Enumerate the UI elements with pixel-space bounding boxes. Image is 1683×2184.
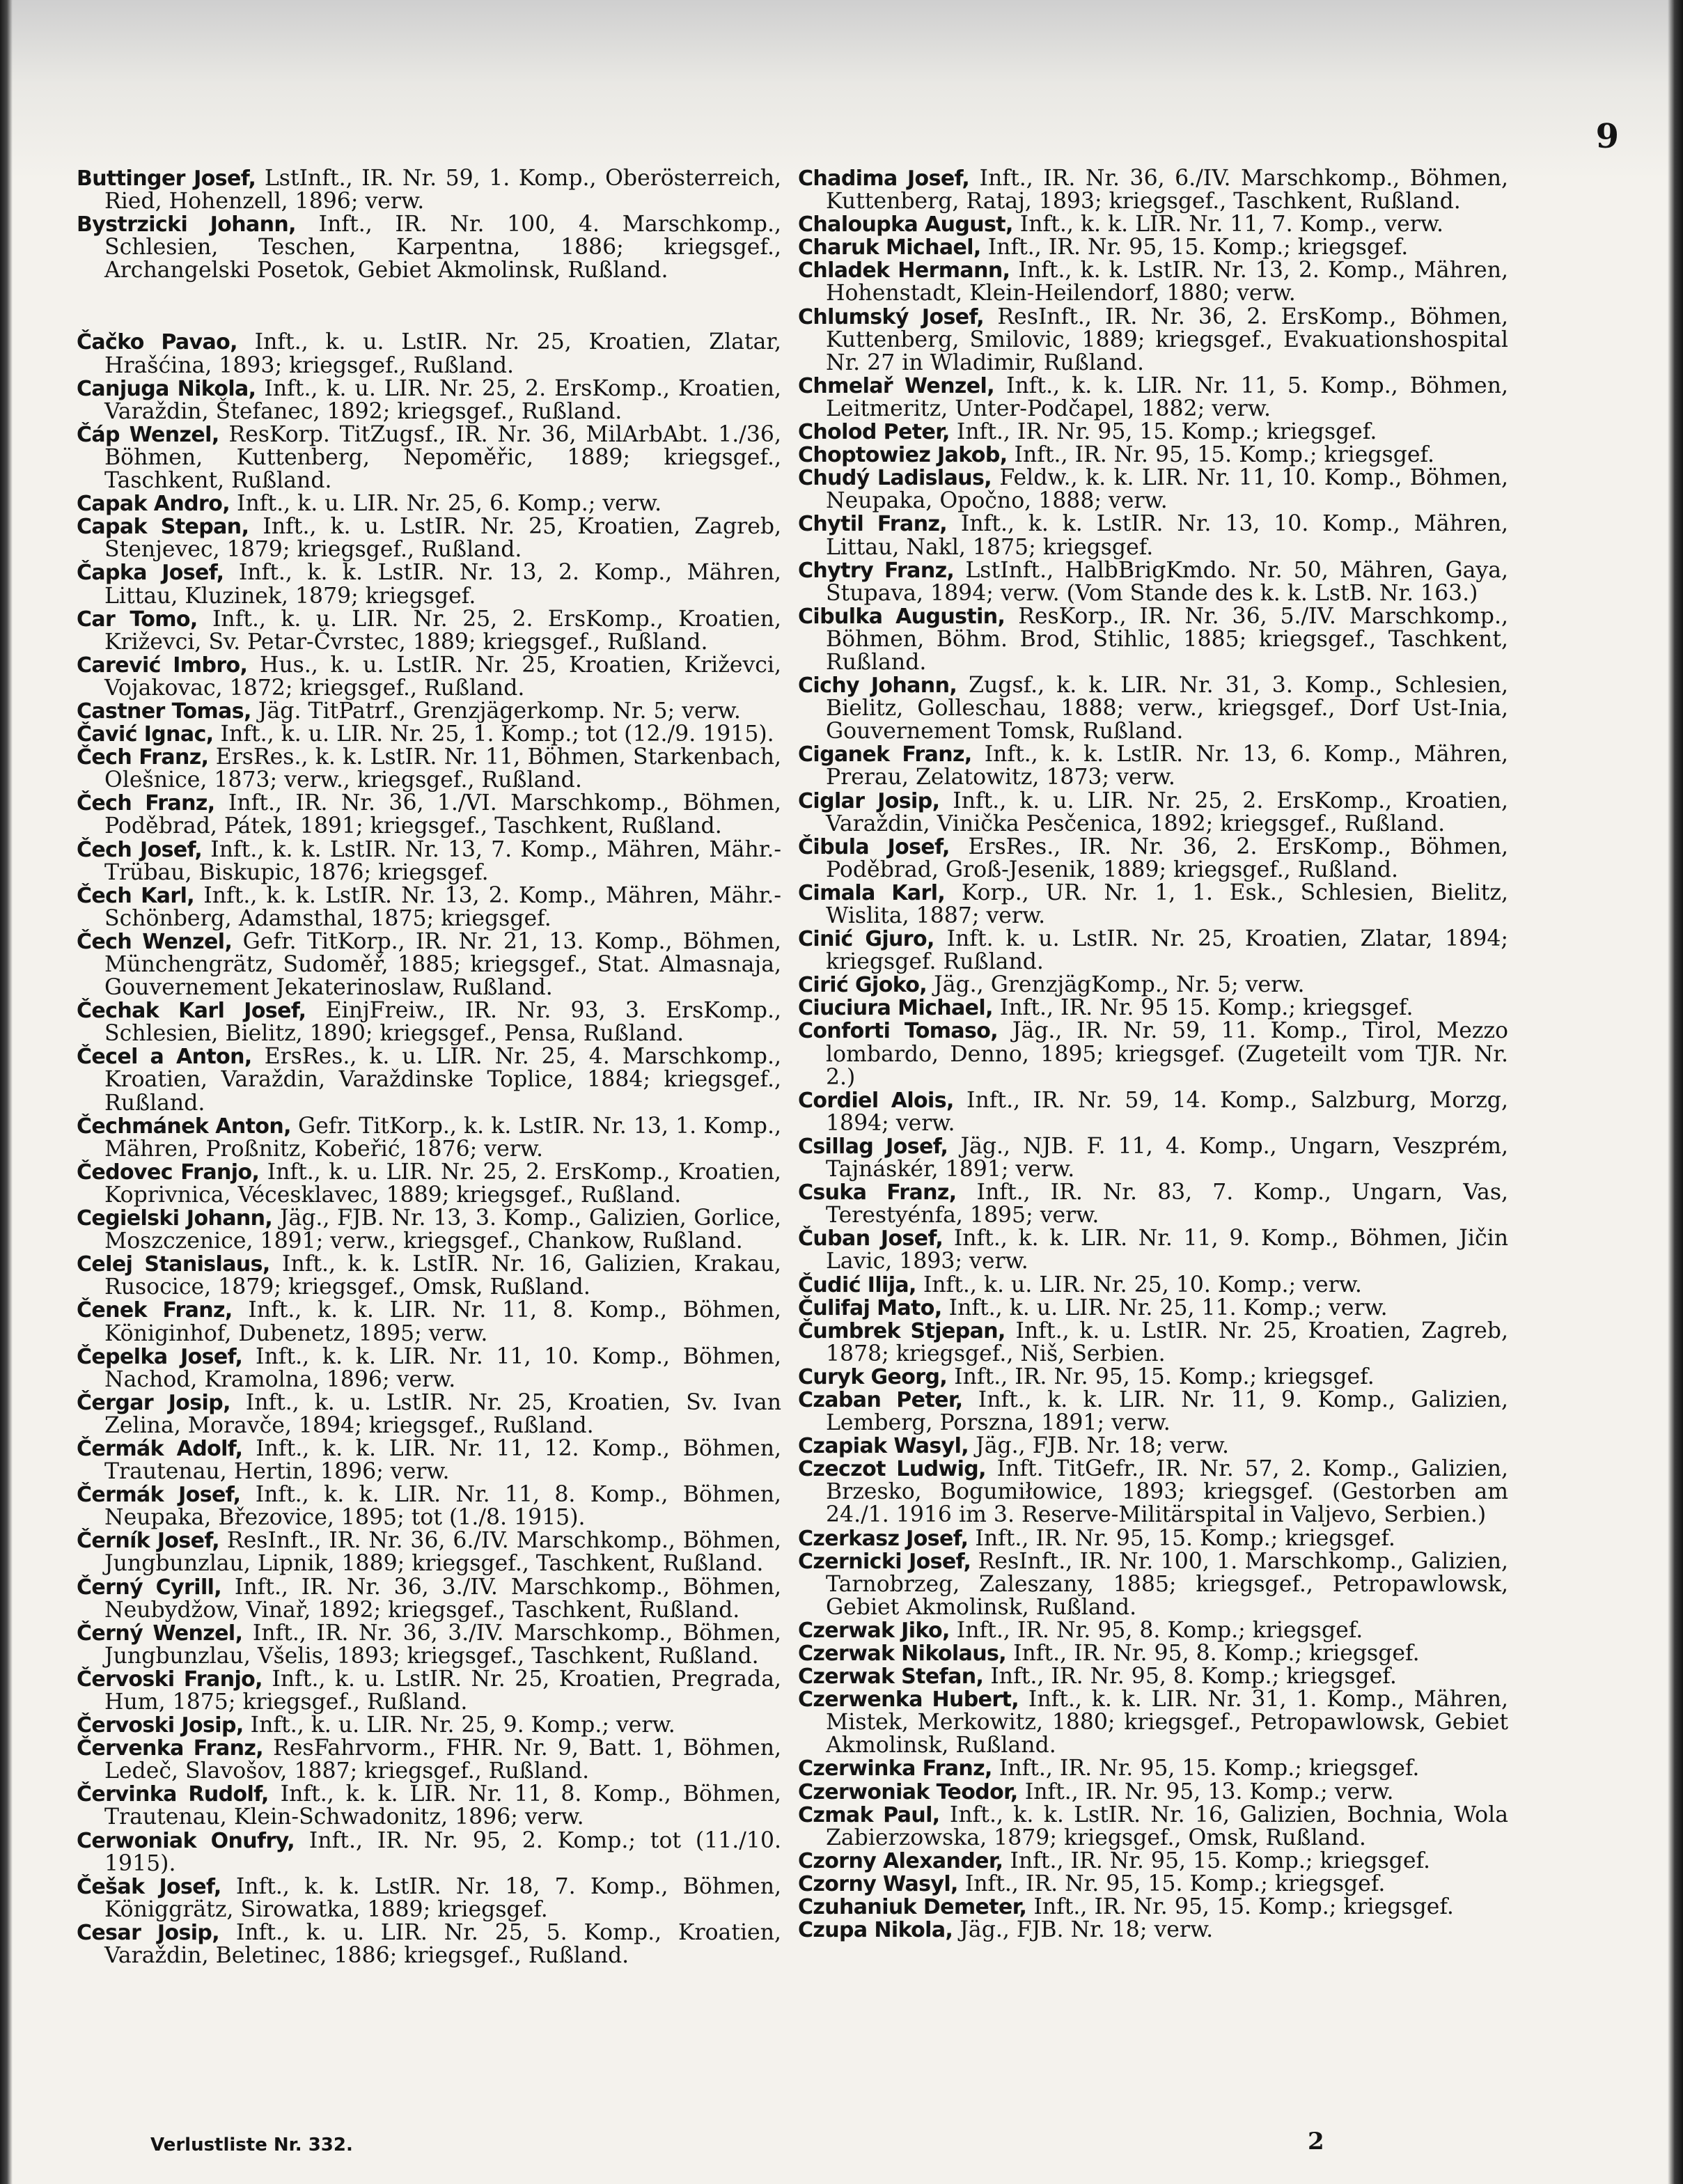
entry-name: Chytry Franz, [798,558,955,583]
list-entry [798,1274,1508,1297]
list-entry [77,1921,781,1967]
list-entry [77,1714,781,1737]
entry-details: Inft., IR. Nr. 36, 3./IV. Marschkomp., Böhmen, Jungbunzlau, Všelis, 1893; kriegsgef., Taschkent, Rußland. [104,1620,782,1669]
list-entry [77,377,781,423]
entry-name: Conforti Tomaso, [798,1019,999,1044]
entry-details: Inft., IR. Nr. 36, 1./VI. Marschkomp., Böhmen, Poděbrad, Pátek, 1891; kriegsgef., Taschkent, Rußland. [104,790,781,839]
list-entry [798,421,1508,444]
list-entry [77,1783,781,1829]
entry-name: Čergar Josip, [77,1390,230,1415]
entry-name: Czerwak Jiko, [798,1618,950,1643]
list-entry [77,515,781,561]
list-entry [77,838,781,884]
list-entry [77,930,781,999]
list-entry [77,213,781,282]
list-entry [798,882,1508,928]
right-column [798,167,1508,1942]
entry-details: Inft., IR. Nr. 95, 15. Komp.; kriegsgef. [1026,1894,1454,1920]
list-entry [77,792,781,838]
entry-name: Čechak Karl Josef, [77,999,306,1024]
entry-details: ResKorp. TitZugsf., IR. Nr. 36, MilArbAbt. 1./36, Böhmen, Kuttenberg, Nepoměřic, 1889; kriegsgef., Taschkent, Rußland. [104,421,781,494]
entry-name: Čech Karl, [77,883,195,908]
entry-details: Inft., IR. Nr. 83, 7. Komp., Ungarn, Vas, Terestyénfa, 1895; verw. [826,1180,1509,1228]
entry-name: Čepelka Josef, [77,1344,243,1369]
list-entry [798,1135,1508,1181]
entry-details: Korp., UR. Nr. 1, 1. Esk., Schlesien, Bielitz, Wislita, 1887; verw. [826,880,1508,928]
entry-name: Červoski Franjo, [77,1667,263,1692]
entry-name: Bystrzicki Johann, [77,212,296,237]
entry-details: Inft., k. u. LIR. Nr. 25, 6. Komp.; verw. [230,491,662,517]
entry-details: Inft., IR. Nr. 95, 8. Komp.; kriegsgef. [983,1664,1397,1690]
entry-details: ErsRes., k. k. LstIR. Nr. 11, Böhmen, Starkenbach, Olešnice, 1873; verw., kriegsgef., Rußland. [104,744,781,793]
entry-details: Inft., k. k. LstIR. Nr. 16, Galizien, Bochnia, Wola Zabierzowska, 1879; kriegsgef., Omsk, Rußland. [826,1802,1508,1850]
entry-details: ErsRes., k. u. LIR. Nr. 25, 4. Marschkomp., Kroatien, Varaždin, Varaždinske Toplice, 1884; kriegsgef., Rußland. [104,1044,781,1116]
entry-details: Inft., IR. Nr. 95, 15. Komp.; kriegsgef. [957,1871,1386,1896]
entry-name: Čulifaj Mato, [798,1295,942,1320]
list-entry [77,423,781,492]
entry-name: Celej Stanislaus, [77,1252,270,1277]
entry-details: Inft., k. u. LIR. Nr. 25, 1. Komp.; tot (12./9. 1915). [213,722,774,747]
list-entry [798,1619,1508,1642]
entry-name: Čermák Josef, [77,1483,241,1508]
entry-details: Inft., k. k. LstIR. Nr. 18, 7. Komp., Böhmen, Königgrätz, Sirowatka, 1889; kriegsgef. [104,1873,781,1922]
entry-name: Czorny Wasyl, [798,1871,958,1896]
entry-name: Cichy Johann, [798,673,957,699]
list-entry [798,559,1508,605]
entry-name: Čech Wenzel, [77,929,233,954]
entry-details: Inft., k. k. LIR. Nr. 11, 9. Komp., Galizien, Lemberg, Porszna, 1891; verw. [826,1387,1508,1436]
list-entry [798,513,1508,559]
entry-name: Canjuga Nikola, [77,376,256,401]
list-entry [798,790,1508,836]
entry-name: Charuk Michael, [798,235,981,260]
entry-details: ResInft., IR. Nr. 36, 2. ErsKomp., Böhmen, Kuttenberg, Smilovic, 1889; kriegsgef., Evakuationshospital Nr. 27 in Wladimir, Rußland. [826,304,1508,375]
entry-details: Inft., k. u. LstIR. Nr. 25, Kroatien, Pregrada, Hum, 1875; kriegsgef., Rußland. [104,1666,781,1715]
list-entry [77,167,781,213]
entry-details: Jäg., FJB. Nr. 18; verw. [953,1917,1214,1943]
entry-details: Inft., k. u. LIR. Nr. 25, 2. ErsKomp., Kroatien, Križevci, Sv. Petar-Čvrstec, 1889; kriegsgef., Rußland. [104,606,781,655]
entry-name: Černík Josef, [77,1529,220,1554]
list-entry [798,1919,1508,1942]
entry-details: Inft., k. u. LIR. Nr. 25, 10. Komp.; verw. [916,1272,1362,1297]
entry-details: ResKorp., IR. Nr. 36, 5./IV. Marschkomp., Böhmen, Böhm. Brod, Stihlic, 1885; kriegsgef., Taschkent, Rußland. [826,603,1508,675]
list-entry [798,1227,1508,1273]
list-entry [798,1757,1508,1780]
list-entry [77,1622,781,1668]
entry-name: Chadima Josef, [798,166,970,191]
entry-name: Čech Franz, [77,791,215,816]
entry-name: Čuban Josef, [798,1226,944,1251]
entry-name: Czapiak Wasyl, [798,1434,969,1459]
entry-name: Csillag Josef, [798,1134,948,1159]
entry-name: Czaban Peter, [798,1387,963,1412]
left-column [77,167,781,1967]
page-number: 9 [1595,117,1619,156]
entry-name: Car Tomo, [77,607,198,632]
entry-name: Cirić Gjoko, [798,973,927,998]
entry-details: Inft., IR. Nr. 36, 6./IV. Marschkomp., Böhmen, Kuttenberg, Rataj, 1893; kriegsgef., Taschkent, Rußland. [826,166,1508,214]
list-entry [77,884,781,930]
list-entry [77,746,781,792]
entry-details: Jäg., NJB. F. 11, 4. Komp., Ungarn, Veszprém, Tajnáskér, 1891; verw. [826,1133,1508,1183]
entry-name: Czupa Nikola, [798,1918,953,1943]
entry-details: Inft., k. k. LIR. Nr. 31, 1. Komp., Mähren, Mistek, Merkowitz, 1880; kriegsgef., Petropawlowsk, Gebiet Akmolinsk, Rußland. [826,1687,1509,1758]
entry-details: Inft., k. k. LstIR. Nr. 13, 2. Komp., Mähren, Mähr.-Schönberg, Adamsthal, 1875; kriegsgef. [104,882,782,931]
list-entry [77,700,781,723]
entry-name: Czerwenka Hubert, [798,1687,1019,1713]
list-entry [77,1207,781,1253]
entry-name: Carević Imbro, [77,653,248,678]
entry-details: Inft., k. k. LstIR. Nr. 13, 2. Komp., Mähren, Littau, Kluzinek, 1879; kriegsgef. [104,560,781,609]
entry-details: Jäg., GrenzjägKomp., Nr. 5; verw. [927,972,1305,998]
list-entry [798,836,1508,882]
entry-name: Čavić Ignac, [77,722,214,747]
list-entry [798,306,1508,375]
entry-name: Červoski Josip, [77,1713,244,1738]
entry-name: Czmak Paul, [798,1802,940,1827]
entry-name: Čech Josef, [77,837,203,862]
entry-details: Inft., IR. Nr. 59, 14. Komp., Salzburg, Morzg, 1894; verw. [826,1087,1508,1136]
entry-name: Čecel a Anton, [77,1045,252,1070]
entry-details: Inft., k. u. LIR. Nr. 25, 9. Komp.; verw. [243,1713,675,1738]
page-edge-left [0,0,13,2184]
entry-name: Czerwoniak Teodor, [798,1779,1018,1804]
entry-name: Čačko Pavao, [77,330,237,355]
entry-name: Czorny Alexander, [798,1848,1003,1873]
list-entry [77,654,781,700]
entry-name: Čáp Wenzel, [77,422,219,447]
entry-name: Chudý Ladislaus, [798,466,992,491]
entry-details: Zugsf., k. k. LIR. Nr. 31, 3. Komp., Schlesien, Bielitz, Golleschau, 1888; verw., kriegsgef., Dorf Ust-Inia, Gouvernement Tomsk, Rußland. [826,673,1508,744]
list-entry [77,999,781,1045]
list-entry [798,1089,1508,1135]
list-entry [798,1435,1508,1458]
signature-mark: 2 [1308,2128,1324,2155]
entry-name: Czuhaniuk Demeter, [798,1895,1027,1920]
entry-name: Čedovec Franjo, [77,1160,260,1185]
list-entry [798,1850,1508,1873]
list-entry [77,1045,781,1114]
list-entry [798,259,1508,305]
entry-name: Czerkasz Josef, [798,1526,969,1551]
entry-details: Inft., k. u. LIR. Nr. 25, 11. Komp.; verw. [941,1295,1388,1320]
list-entry [798,1366,1508,1389]
entry-details: ErsRes., IR. Nr. 36, 2. ErsKomp., Böhmen, Poděbrad, Groß-Jesenik, 1889; kriegsgef., Rußland. [826,834,1508,882]
list-entry [798,1181,1508,1227]
list-entry [77,1391,781,1437]
entry-details: Inft., k. k. LIR. Nr. 11, 9. Komp., Böhmen, Jičin Lavic, 1893; verw. [826,1226,1508,1274]
entry-name: Csuka Franz, [798,1180,957,1206]
entry-name: Chlumský Josef, [798,304,985,329]
entry-name: Czeczot Ludwig, [798,1457,986,1482]
entry-name: Chytil Franz, [798,512,948,537]
entry-name: Cegielski Johann, [77,1206,273,1231]
list-entry [77,1299,781,1345]
entry-details: Inft., k. k. LIR. Nr. 11, 5. Komp., Böhmen, Leitmeritz, Unter-Podčapel, 1882; verw. [826,373,1508,421]
entry-name: Ciglar Josip, [798,788,940,813]
entry-details: Inft., IR. Nr. 36, 3./IV. Marschkomp., Böhmen, Neubydžow, Vinař, 1892; kriegsgef., Taschkent, Rußland. [104,1574,781,1623]
entry-name: Czernicki Josef, [798,1549,971,1574]
section-gap [77,282,781,331]
entry-details: Inft., k. k. LstIR. Nr. 13, 7. Komp., Mähren, Mähr.-Trübau, Biskupic, 1876; kriegsgef. [104,836,781,885]
list-entry [77,1437,781,1483]
list-entry [77,1529,781,1575]
entry-details: Inft., k. k. LIR. Nr. 11, 8. Komp., Böhmen, Trautenau, Klein-Schwadonitz, 1896; verw. [104,1781,781,1830]
entry-details: Inft., IR. Nr. 95 15. Komp.; kriegsgef. [992,995,1414,1021]
entry-details: Inft., IR. Nr. 95, 15. Komp.; kriegsgef. [1003,1848,1431,1873]
list-entry [77,1483,781,1529]
entry-details: Inft., k. u. LstIR. Nr. 25, Kroatien, Zagreb, 1878; kriegsgef., Niš, Serbien. [826,1318,1508,1366]
entry-details: Inft. k. u. LstIR. Nr. 25, Kroatien, Zlatar, 1894; kriegsgef. Rußland. [826,926,1508,975]
list-entry [798,605,1508,674]
entry-name: Cerwoniak Onufry, [77,1828,295,1853]
list-entry [77,1875,781,1921]
entry-details: Inft., k. u. LIR. Nr. 25, 2. ErsKomp., Kroatien, Varaždin, Vinička Pesčenica, 1892; kriegsgef., Rußland. [826,788,1508,836]
entry-details: Inft., k. k. LIR. Nr. 11, 12. Komp., Böhmen, Trautenau, Hertin, 1896; verw. [104,1435,781,1485]
footer-note: Verlustliste Nr. 332. [150,2135,353,2155]
entry-name: Capak Andro, [77,492,230,517]
entry-name: Cesar Josip, [77,1920,220,1945]
list-entry [77,331,781,377]
list-entry [798,236,1508,259]
entry-details: Inft. TitGefr., IR. Nr. 57, 2. Komp., Galizien, Brzesko, Bogumiłowice, 1893; kriegsgef. (Gestorben am 24./1. 1916 im 3. Reserve-Militärspital in Valjevo, Serbien.) [826,1456,1508,1528]
entry-details: Jäg. TitPatrf., Grenzjägerkomp. Nr. 5; verw. [251,698,741,724]
entry-details: Inft., IR. Nr. 95, 2. Komp.; tot (11./10. 1915). [104,1827,781,1876]
entry-name: Castner Tomas, [77,699,251,724]
entry-details: Inft., k. u. LstIR. Nr. 25, Kroatien, Sv. Ivan Zelina, Moravče, 1894; kriegsgef., Rußland. [104,1389,781,1438]
list-entry [798,1896,1508,1919]
list-entry [798,997,1508,1020]
entry-name: Chaloupka August, [798,212,1013,237]
entry-details: Inft., k. u. LstIR. Nr. 25, Kroatien, Zagreb, Stenjevec, 1879; kriegsgef., Rußland. [104,514,782,563]
list-entry [77,1253,781,1299]
entry-name: Cibulka Augustin, [798,604,1005,629]
entry-details: Inft., k. k. LstIR. Nr. 13, 2. Komp., Mähren, Hohenstadt, Klein-Heilendorf, 1880; verw. [826,258,1508,306]
list-entry [798,1873,1508,1896]
list-entry [798,743,1508,789]
entry-details: Inft., k. k. LIR. Nr. 11, 8. Komp., Böhmen, Königinhof, Dubenetz, 1895; verw. [104,1297,782,1346]
entry-details: Jäg., FJB. Nr. 13, 3. Komp., Galizien, Gorlice, Moszczenice, 1891; verw., kriegsgef., Chankow, Rußland. [104,1206,782,1254]
entry-name: Czerwak Stefan, [798,1664,984,1690]
entry-details: Hus., k. u. LstIR. Nr. 25, Kroatien, Križevci, Vojakovac, 1872; kriegsgef., Rußland. [104,652,781,701]
entry-details: EinjFreiw., IR. Nr. 93, 3. ErsKomp., Schlesien, Bielitz, 1890; kriegsgef., Pensa, Rußland. [104,998,781,1047]
list-entry [77,492,781,515]
list-entry [77,1827,781,1876]
list-entry [798,1688,1508,1757]
entry-details: Gefr. TitKorp., k. k. LstIR. Nr. 13, 1. Komp., Mähren, Proßnitz, Kobeřić, 1876; verw. [104,1113,782,1162]
list-entry [798,928,1508,974]
entry-name: Ciuciura Michael, [798,996,993,1021]
list-entry [77,1737,781,1783]
entry-name: Choptowiez Jakob, [798,443,1008,468]
entry-name: Čudić Ilija, [798,1272,916,1297]
entry-name: Čermák Adolf, [77,1436,243,1461]
entry-name: Češak Josef, [77,1874,221,1899]
list-entry [798,1550,1508,1619]
entry-details: Inft., IR. Nr. 95, 15. Komp.; kriegsgef. [1007,442,1435,468]
entry-details: Inft., IR. Nr. 95, 13. Komp.; verw. [1017,1779,1394,1804]
entry-name: Čenek Franz, [77,1298,233,1323]
entry-name: Buttinger Josef, [77,166,256,191]
entry-details: Inft., k. u. LstIR. Nr. 25, Kroatien, Zlatar, Hrašćina, 1893; kriegsgef., Rußland. [104,329,782,378]
entry-name: Chladek Hermann, [798,258,1010,283]
entry-details: Inft., IR. Nr. 95, 15. Komp.; kriegsgef. [949,419,1377,445]
entry-details: Jäg., IR. Nr. 59, 11. Komp., Tirol, Mezzo lombardo, Denno, 1895; kriegsgef. (Zugeteilt vom TJR. Nr. 2.) [826,1018,1508,1090]
entry-name: Curyk Georg, [798,1364,948,1389]
entry-details: Inft., k. k. LIR. Nr. 11, 8. Komp., Böhmen, Neupaka, Březovice, 1895; tot (1./8. 1915). [104,1482,781,1531]
list-entry [798,1297,1508,1320]
entry-details: Inft., k. k. LIR. Nr. 11, 7. Komp., verw. [1012,212,1444,237]
entry-name: Ciganek Franz, [798,742,972,767]
entry-details: Gefr. TitKorp., IR. Nr. 21, 13. Komp., Böhmen, Münchengrätz, Sudoměř, 1885; kriegsgef., Stat. Almasnaja, Gouvernement Jekaterinoslaw, Rußland. [104,928,782,1001]
entry-details: ResInft., IR. Nr. 100, 1. Marschkomp., Galizien, Tarnobrzeg, Zaleszany, 1885; kriegsgef., Petropawlowsk, Gebiet Akmolinsk, Rußland. [826,1548,1508,1620]
list-entry [798,1020,1508,1089]
entry-name: Čapka Josef, [77,561,224,586]
entry-details: Feldw., k. k. LIR. Nr. 11, 10. Komp., Böhmen, Neupaka, Opočno, 1888; verw. [826,465,1509,514]
list-entry [798,375,1508,421]
list-entry [798,674,1508,743]
list-entry [77,723,781,746]
entry-name: Černý Wenzel, [77,1621,243,1646]
list-entry [77,1343,781,1392]
entry-name: Capak Stepan, [77,515,249,540]
entry-details: Inft., k. u. LIR. Nr. 25, 2. ErsKomp., Kroatien, Varaždin, Štefanec, 1892; kriegsgef., Rußland. [104,375,781,424]
entry-name: Čechmánek Anton, [77,1114,291,1139]
entry-details: Inft., IR. Nr. 95, 15. Komp.; kriegsgef. [968,1525,1395,1551]
entry-details: Inft., k. k. LstIR. Nr. 16, Galizien, Krakau, Rusocice, 1879; kriegsgef., Omsk, Rußland. [104,1251,781,1300]
entry-details: Inft., IR. Nr. 95, 15. Komp.; kriegsgef. [947,1364,1375,1389]
entry-name: Čibula Josef, [798,834,950,859]
page-edge-right [1668,0,1683,2184]
list-entry [77,1115,781,1161]
entry-name: Červenka Franz, [77,1736,264,1761]
list-entry [798,1389,1508,1435]
entry-details: Jäg., FJB. Nr. 18; verw. [969,1433,1229,1459]
list-entry [798,1527,1508,1550]
entry-details: Inft., k. u. LIR. Nr. 25, 2. ErsKomp., Kroatien, Koprivnica, Vécesklavec, 1889; kriegsgef., Rußland. [104,1159,781,1208]
list-entry [798,1804,1508,1850]
list-entry [798,167,1508,213]
entry-details: ResFahrvorm., FHR. Nr. 9, Batt. 1, Böhmen, Ledeč, Slavošov, 1887; kriegsgef., Rußland. [104,1736,781,1784]
entry-details: Inft., k. k. LstIR. Nr. 13, 6. Komp., Mähren, Prerau, Zelatowitz, 1873; verw. [826,742,1508,790]
list-entry [798,467,1508,513]
list-entry [798,213,1508,236]
list-entry [798,1642,1508,1665]
entry-name: Chmelař Wenzel, [798,373,994,398]
entry-name: Červinka Rudolf, [77,1782,269,1807]
list-entry [798,974,1508,997]
entry-details: LstInft., IR. Nr. 59, 1. Komp., Oberösterreich, Ried, Hohenzell, 1896; verw. [104,166,781,214]
entry-details: Inft., IR. Nr. 100, 4. Marschkomp., Schlesien, Teschen, Karpentna, 1886; kriegsgef., Archangelski Posetok, Gebiet Akmolinsk, Rußland. [104,212,781,283]
entry-details: Inft., IR. Nr. 95, 8. Komp.; kriegsgef. [1006,1641,1420,1666]
list-entry [798,1320,1508,1366]
list-entry [77,608,781,654]
entry-details: ResInft., IR. Nr. 36, 6./IV. Marschkomp., Böhmen, Jungbunzlau, Lipnik, 1889; kriegsgef., Taschkent, Rußland. [104,1528,781,1577]
entry-name: Čumbrek Stjepan, [798,1318,1005,1343]
entry-name: Cimala Karl, [798,880,946,905]
list-entry [77,561,781,607]
entry-details: Inft., IR. Nr. 95, 8. Komp.; kriegsgef. [949,1617,1363,1643]
entry-details: Inft., IR. Nr. 95, 15. Komp.; kriegsgef. [980,235,1409,260]
list-entry [77,1668,781,1714]
list-entry [798,444,1508,467]
entry-details: Inft., k. k. LIR. Nr. 11, 10. Komp., Böhmen, Nachod, Kramolna, 1896; verw. [104,1343,781,1392]
entry-name: Cinić Gjuro, [798,927,934,952]
entry-name: Cholod Peter, [798,420,950,445]
list-entry [77,1576,781,1622]
entry-details: LstInft., HalbBrigKmdo. Nr. 50, Mähren, Gaya, Stupava, 1894; verw. (Vom Stande des k. k. LstB. Nr. 163.) [826,557,1508,606]
entry-name: Czerwinka Franz, [798,1756,992,1781]
entry-details: Inft., k. u. LIR. Nr. 25, 5. Komp., Kroatien, Varaždin, Beletinec, 1886; kriegsgef., Rußland. [104,1919,781,1969]
entry-details: Inft., IR. Nr. 95, 15. Komp.; kriegsgef. [992,1756,1420,1781]
entry-name: Czerwak Nikolaus, [798,1641,1007,1666]
list-entry [77,1161,781,1207]
entry-name: Čech Franz, [77,745,209,770]
list-entry [798,1458,1508,1527]
list-entry [798,1781,1508,1804]
entry-name: Černý Cyrill, [77,1575,222,1600]
entry-details: Inft., k. k. LstIR. Nr. 13, 10. Komp., Mähren, Littau, Nakl, 1875; kriegsgef. [826,511,1508,560]
entry-name: Cordiel Alois, [798,1088,954,1113]
list-entry [798,1665,1508,1688]
